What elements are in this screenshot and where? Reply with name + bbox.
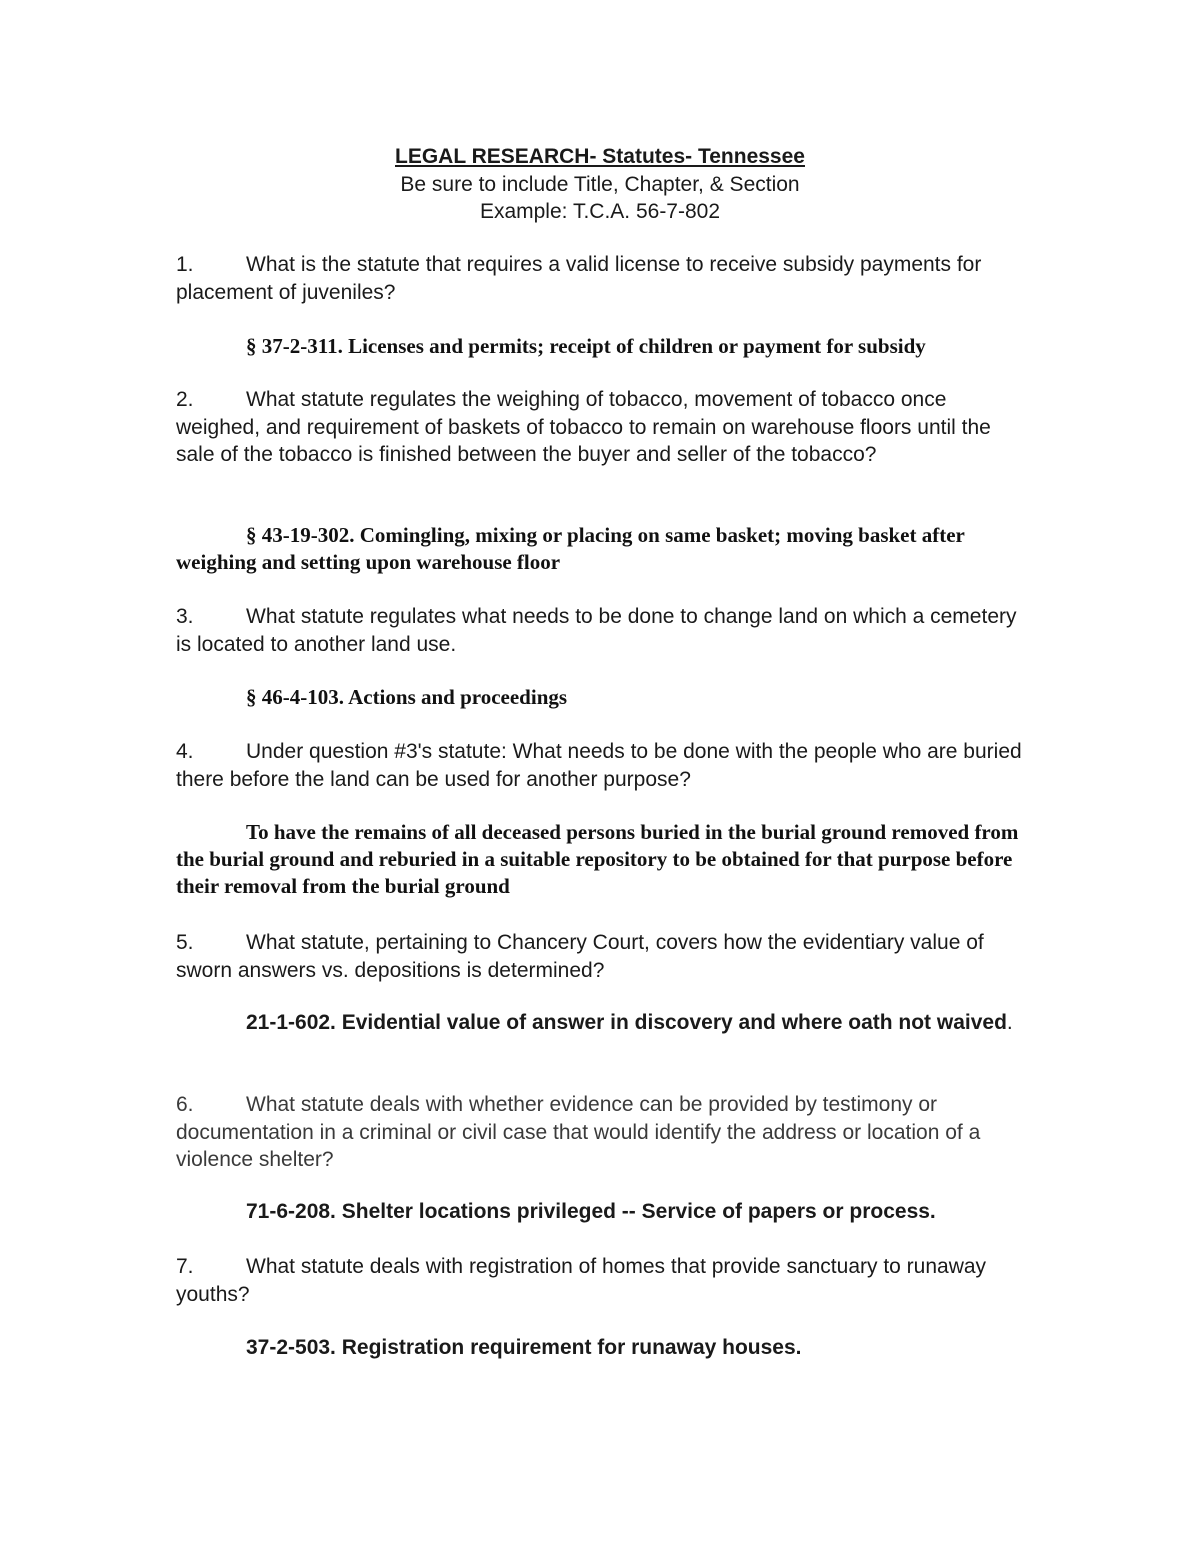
answer-text: § 46-4-103. Actions and proceedings: [246, 685, 568, 709]
question-text: What statute deals with registration of homes that provide sanctuary to runaway youths?: [176, 1255, 987, 1306]
question-number: 2.: [176, 388, 194, 411]
question-number: 7.: [176, 1255, 194, 1278]
document-header: [176, 143, 1024, 226]
question-1: [176, 251, 1026, 306]
instructions-line: Be sure to include Title, Chapter, & Section: [400, 172, 800, 196]
answer-text: 71-6-208. Shelter locations privileged -- Service of papers or process.: [246, 1200, 936, 1223]
question-text: What statute, pertaining to Chancery Court, covers how the evidentiary value of sworn answers vs. depositions is determined?: [176, 931, 984, 982]
answer-text: 37-2-503. Registration requirement for runaway houses.: [246, 1336, 802, 1359]
answer-3: [176, 684, 1026, 711]
answer-4: [176, 819, 1026, 900]
example-line: Example: T.C.A. 56-7-802: [479, 200, 721, 223]
question-4: [176, 738, 1026, 793]
answer-text: 21-1-602. Evidential value of answer in discovery and where oath not waived: [246, 1011, 1007, 1034]
question-number: 6.: [176, 1093, 194, 1116]
question-2: [176, 386, 1026, 469]
question-7: [176, 1253, 1026, 1308]
answer-tail: .: [1006, 1011, 1013, 1034]
question-5: [176, 929, 1026, 984]
question-text: What statute regulates what needs to be done to change land on which a cemetery is located to another land use.: [176, 605, 1017, 656]
question-number: 5.: [176, 931, 194, 954]
question-number: 4.: [176, 740, 194, 763]
question-text: Under question #3's statute: What needs to be done with the people who are buried there before the land can be used for another purpose?: [176, 740, 1022, 791]
question-text: What statute deals with whether evidence can be provided by testimony or documentation in a criminal or civil case that would identify the address or location of a violence shelter?: [176, 1093, 981, 1171]
answer-6: [176, 1198, 1026, 1226]
answer-1: [176, 333, 1026, 360]
answer-5: [176, 1009, 1026, 1037]
answer-text: § 43-19-302. Comingling, mixing or placing on same basket; moving basket after weighing and setting upon warehouse floor: [176, 523, 965, 574]
question-3: [176, 603, 1026, 658]
answer-text: § 37-2-311. Licenses and permits; receipt of children or payment for subsidy: [246, 334, 926, 358]
answer-text: To have the remains of all deceased persons buried in the burial ground removed from the burial ground and reburied in a suitable repository to be obtained for that purpose before their removal from the burial ground: [176, 820, 1019, 898]
question-text: What is the statute that requires a valid license to receive subsidy payments for placement of juveniles?: [176, 253, 982, 304]
question-text: What statute regulates the weighing of tobacco, movement of tobacco once weighed, and requirement of baskets of tobacco to remain on warehouse floors until the sale of the tobacco is finished between the buyer and seller of the tobacco?: [176, 388, 991, 466]
question-6: [176, 1091, 1026, 1174]
question-number: 1.: [176, 253, 194, 276]
answer-7: [176, 1334, 1026, 1362]
document-title: LEGAL RESEARCH- Statutes- Tennessee: [395, 145, 805, 168]
answer-2: [176, 522, 1026, 576]
question-number: 3.: [176, 605, 194, 628]
